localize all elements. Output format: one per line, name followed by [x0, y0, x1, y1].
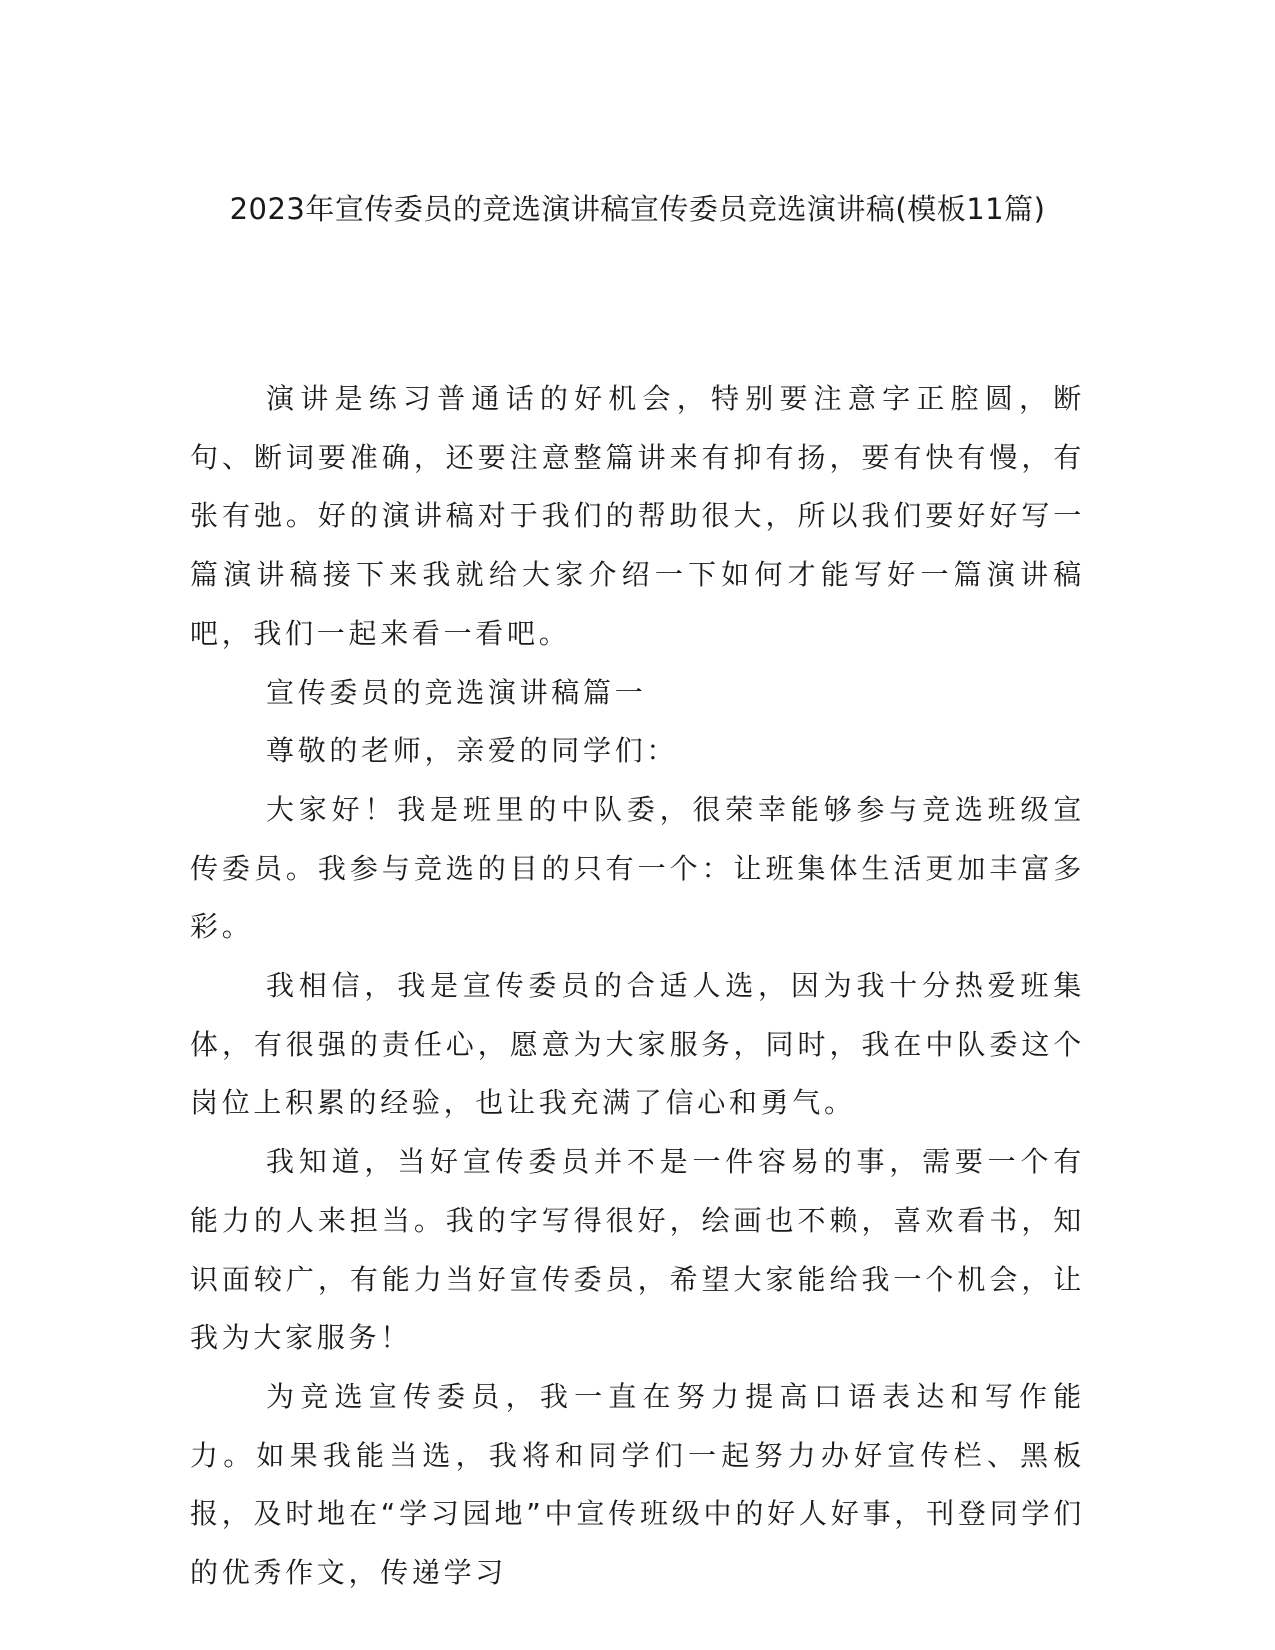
paragraph-greeting: 大家好！我是班里的中队委，很荣幸能够参与竞选班级宣传委员。我参与竞选的目的只有一个：让班集体生活更加丰富多彩。 [190, 792, 1085, 944]
paragraph-intro: 演讲是练习普通话的好机会，特别要注意字正腔圆，断句、断词要准确，还要注意整篇讲来有抑有扬，要有快有慢，有张有弛。好的演讲稿对于我们的帮助很大，所以我们要好好写一篇演讲稿接下来我就给大家介绍一下如何才能写好一篇演讲稿吧，我们一起来看一看吧。 [190, 382, 1085, 650]
paragraph-plan: 为竞选宣传委员，我一直在努力提高口语表达和写作能力。如果我能当选，我将和同学们一起努力办好宣传栏、黑板报，及时地在“学习园地”中宣传班级中的好人好事，刊登同学们的优秀作文，传递学习 [190, 1379, 1085, 1590]
document-body [190, 370, 1085, 1603]
paragraph-confidence: 我相信，我是宣传委员的合适人选，因为我十分热爱班集体，有很强的责任心，愿意为大家服务，同时，我在中队委这个岗位上积累的经验，也让我充满了信心和勇气。 [190, 969, 1085, 1120]
document-title: 2023年宣传委员的竞选演讲稿宣传委员竞选演讲稿(模板11篇) [229, 192, 1046, 226]
paragraph-ability: 我知道，当好宣传委员并不是一件容易的事，需要一个有能力的人来担当。我的字写得很好，绘画也不赖，喜欢看书，知识面较广，有能力当好宣传委员，希望大家能给我一个机会，让我为大家服务！ [190, 1145, 1085, 1355]
salutation: 尊敬的老师，亲爱的同学们： [266, 734, 679, 768]
section-heading-part-one: 宣传委员的竞选演讲稿篇一 [266, 675, 647, 709]
